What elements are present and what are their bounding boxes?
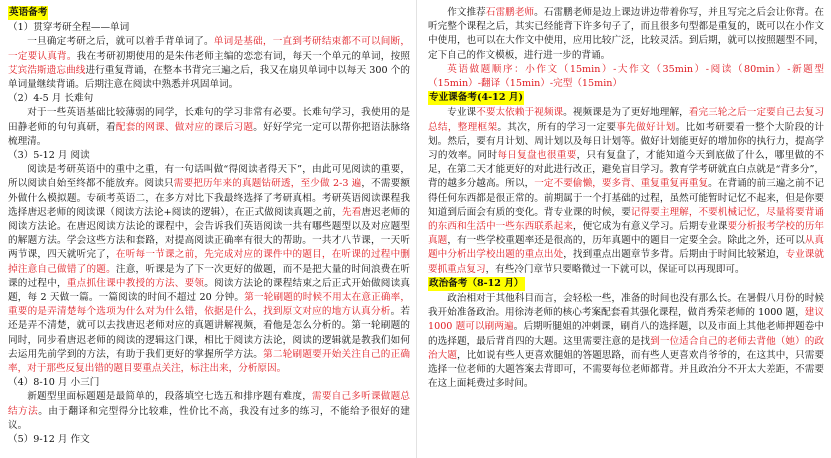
text-run: ，不需要额外做什么模拟题。专硕考英语二，在多方对比下我最终选择了考研真相。考研英语阅读课程我选择唐迟老师的阅读课（阅读方法论+阅读的逻辑），在正式做阅读真题之前，	[8, 178, 411, 218]
section-small-three-title: （4）8-10 月 小三门	[8, 377, 100, 389]
highlighted-text: 到一位适合自己的老师去背他（她）的政治大题	[428, 335, 825, 361]
text-run: 唐迟老师的阅读方法论。在唐迟阅读方法论的课程中，会告诉我们英语阅读一共有哪些题型以及对应题型的解题方法。学会这些方法和套路，对提高阅读正确率有很大的帮助。一共才八节课，一天听两节课，四天就听完了，	[8, 206, 410, 261]
highlighted-text: 每日复盘也很重要	[497, 150, 577, 162]
text-run: 。若还是弄不清楚，就可以去找唐迟老师对应的真题讲解视频，看他是怎么分析的。第一轮刷题的同时，同步看唐迟老师的阅读的逻辑这门课，相比于阅读方法论，阅读的逻辑就是教我们如何去运用先前学到的方法，有助于我们更好的掌握所学方法。	[8, 306, 411, 360]
right-column	[428, 6, 824, 391]
highlighted-text: 专业课就要抓重点复习	[428, 249, 825, 275]
text-run: 作文推荐	[447, 7, 486, 18]
section-writing-title: （5）9-12 月 作文	[8, 434, 90, 446]
writing-text	[428, 6, 824, 63]
section-reading-title: （3）5-12 月 阅读	[8, 150, 90, 162]
text-run: 进行重复背诵，在整本书背完三遍之后，我又在扇贝单词中以每天 300 个的单词量继续背诵。后期注意在阅读中熟悉并巩固单词。	[8, 64, 410, 91]
text-run: ，有一些学校重题率还是很高的，历年真题中的题目一定要全会。除此之外，还可以	[447, 235, 805, 247]
major-course-text	[428, 106, 824, 276]
english-order-text	[428, 63, 824, 91]
highlighted-text: 第一轮刷题的时候不用太在意正确率，重要的是弄清楚每个选项为什么对为什么错，依据是什么，找到原文对应的地方认真分析	[8, 292, 410, 318]
highlighted-text: 单词是基础，一直到考研结束都不可以间断，一定要认真背。	[8, 36, 410, 62]
text-run: 我在考研初期使用的是朱伟老师主编的恋恋有词，每天一个单元的单词，按照	[76, 50, 410, 62]
text-run: 。后期听腿姐的冲刺课，刷肖八的选择题，以及市面上其他老师押题卷中的选择题，最后背肖四的大题。这里需要注意的是找	[428, 321, 825, 347]
highlighted-text: 第二轮刷题要开始关注自己的正确率，对于那些反复出错的题目要重点关注，标注出来，分析原因。	[8, 348, 411, 375]
highlighted-text: 艾宾浩斯遗忘曲线	[8, 64, 86, 76]
text-run: 。视频课是为了更好地理解，	[563, 107, 689, 119]
highlighted-text: 先看	[342, 206, 362, 218]
highlighted-text: 记得要主理解，不要机械记忆，尽量将要背诵的东西和生活中一些东西联系起来	[428, 206, 825, 233]
text-run: ，只有复盘了，才能知道今天到底做了什么，哪里做的不足，在第二天才能更好的对此进行改正，避免盲目学习。教育学考研就直白点就是“背多分”，背的越多分越高。所以，	[428, 150, 825, 190]
text-run: 。石雷鹏老师是边上课边讲边带着你写，并且写完之后会让你背。在听完整个课程之后，其实已经能背下许多句子了，而且很多句型都是重复的，既可以在小作文中使用，也可以在大作文中使用，应用比较广泛，比较灵活。到后期，就可以按照题型不同，定下自己的作文模板，进行进一步的背诵。	[428, 7, 825, 61]
left-column	[8, 6, 410, 447]
text-run: 注意，听课是为了下一次更好的做题，而不是把大量的时间浪费在听课的过程中，	[8, 263, 411, 289]
text-run: 对于一些英语基础比较薄弱的同学，长难句的学习非常有必要。长难句学习，我使用的是田静老师的句句真研，看	[8, 107, 410, 133]
politics-text	[428, 292, 824, 391]
politics-heading: 政治备考（8-12 月）	[428, 277, 525, 291]
text-run: 。由于翻译和完型得分比较难，性价比不高，我没有过多的练习，不能给予很好的建议。	[8, 405, 411, 431]
highlighted-text: 要分析报考学校的历年真题	[428, 221, 825, 247]
english-heading: 英语备考	[8, 6, 48, 20]
highlighted-text: 配套的网课、做对应的课后习题	[115, 121, 254, 133]
section-long-sentences-text	[8, 106, 410, 149]
section-small-three-text	[8, 390, 410, 433]
highlighted-text: 建议 1000 题可以刷两遍	[428, 307, 825, 333]
text-run: ，有些冷门章节只要略微过一下就可以，保证可以再现即可。	[485, 263, 745, 275]
highlighted-text: 事先做好计划	[616, 121, 676, 133]
highlighted-text: 在听每一节课之前，先完成对应的课件中的题目，在听课的过程中删掉注意自己做错了的题。	[8, 249, 411, 275]
highlighted-text: 石雷鹏老师	[485, 7, 535, 18]
highlighted-text: 重点抓住课中教授的方法、要领	[66, 277, 205, 289]
text-run: 新题型里面标题题是最简单的，段落填空七选五和排序题有难度，	[27, 391, 313, 403]
column-divider	[416, 0, 417, 458]
text-run: ，找到重点出题章节多背。后期由于时间比较紧迫，	[563, 249, 786, 261]
text-run: ，便它成为有意义学习。后期专业课	[572, 221, 728, 233]
major-course-heading: 专业课备考(4-12 月)	[428, 91, 524, 105]
section-long-sentences-title: （2）4-5 月 长难句	[8, 93, 94, 105]
text-run: 。其次，所有的学习一定要	[497, 121, 617, 133]
text-run: 专业课	[447, 107, 477, 119]
text-run: 一旦确定考研之后，就可以着手背单词了。	[27, 36, 214, 48]
text-run: ，比如说有些人更喜欢腿姐的答题思路，而有些人更喜欢肖爷爷的，在这其中，只需要选择一位老师的大题答案去背即可，不需要每位老师都背。并且政治分不开太大差距，不需要在这上面耗费过多时间。	[428, 349, 825, 390]
section-vocabulary-title: （1）贯穿考研全程——单词	[8, 22, 130, 34]
highlighted-text: 一定不要偷懒，要多背、重复重复再重复	[534, 178, 709, 190]
text-run: 。阅读方法论的课程结束之后正式开始做阅读真题，每 2 天做一篇。一篇阅读的时间不超过 20 分钟。	[8, 277, 411, 304]
section-reading-text	[8, 163, 410, 376]
text-run: 。比如考研要看一整个大阶段的计划。然后，要有月计划、周计划以及每日计划等。做好计划能更好的增加你的执行力，提高学习的效率。同时	[428, 121, 825, 162]
text-run: 阅读是考研英语中的重中之重，有一句话叫做“得阅读者得天下”，由此可见阅读的重要，所以阅读自始至终都不能放弃。阅读只	[8, 164, 410, 190]
highlighted-text: 从真题中分析出学校出题的重点出处	[428, 235, 825, 261]
text-run: 政治相对于其他科目而言，会轻松一些，准备的时间也没有那么长。在暑假八月份的时候我开始准备政治。用徐涛老师的核心考案配套看其强化课程，做肖秀荣老师的 1000 题，	[428, 293, 824, 319]
text-run: 。在背诵的前三遍之前不记得任何东西都是很正常的。前期属于一个打基础的过程，虽然可能暂时记忆不起来，但是你要知道到后面会有质的变化。背专业课的时候，要	[428, 178, 825, 218]
text-run: 。好好学完一定可以帮你把语法脉络梳理清。	[8, 121, 411, 147]
highlighted-text: 不要太依赖于视频课	[476, 107, 564, 119]
highlighted-text: 需要自己多听课做题总结方法	[8, 391, 411, 417]
highlighted-text: 需要把历年来的真题钻研透，至少做 2-3 遍	[173, 178, 362, 190]
section-vocabulary-text	[8, 35, 410, 92]
highlighted-text: 英语做题顺序：小作文（15min）-大作文（35min）-阅读（80min）-新题型（15min）-翻译（15min）-完型（15min）	[428, 63, 824, 90]
highlighted-text: 看完三轮之后一定要自己去复习总结，整理框架	[428, 107, 825, 133]
